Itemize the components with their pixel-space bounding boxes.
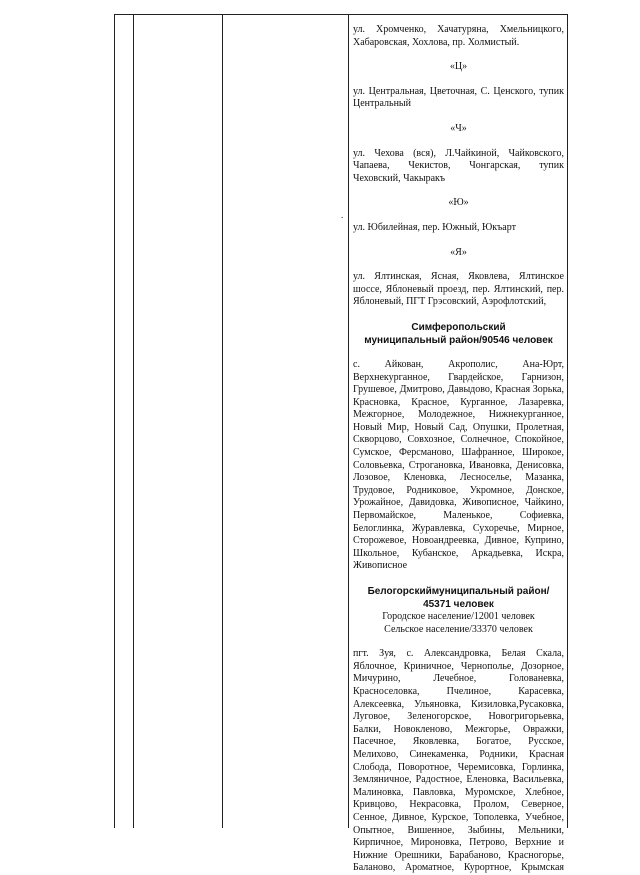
address-list-cell (353, 24, 564, 875)
letter-heading: «Ц» (449, 61, 468, 73)
street-list: ул. Чехова (вся), Л.Чайкиной, Чайковского, Чапаева, Чекистов, Чонгарская, тупик Чеховский, Чакыракъ (353, 147, 564, 184)
district-title-line: 45371 человек (423, 599, 494, 610)
district-title-line: Белогорскиймуниципальный район/ (367, 586, 550, 597)
margin-mark: . (341, 210, 344, 220)
table-column-border (114, 14, 115, 828)
table-column-border (222, 14, 223, 828)
urban-population: Городское население/12001 человек (382, 611, 535, 622)
district-title-line: Симферопольский (411, 321, 506, 333)
district-title-line: муниципальный район/90546 человек (364, 334, 553, 346)
table-top-border (114, 14, 567, 15)
district-title (353, 585, 564, 611)
village-list: с. Айкован, Акрополис, Ана-Юрт, Верхнекурганное, Гвардейское, Гарнизон, Грушевое, Дмитрово, Давыдово, Красная Зорька, Красновка, Красное, Курганное, Лазаревка, Межгорное, Молодежное, Нижнекурганное, Новый Мир, Новый Сад, Опушки, Пролетная, Скворцово, Совхозное, Солнечное, Спокойное, Сумское, Ферсманово, Шафранное, Широкое, Соловьевка, Строгановка, Ивановка, Денисовка, Лозовое, Кленовка, Лесноселье, Мазанка, Трудовое, Родниковое, Укромное, Донское, Урожайное, Давидовка, Живописное, Чайкино, Первомайское, Маленькое, Софиевка, Белоглинка, Журавлевка, Сухоречье, Мирное, Сторожевое, Новоандреевка, Дивное, Куприно, Школьное, Кубанское, Аркадьевка, Искра, Живописное (353, 358, 564, 572)
street-list: ул. Ялтинская, Ясная, Яковлева, Ялтинское шоссе, Яблоневый проезд, пер. Ялтинский, пер. Яблоневый, ПГТ Грэсовский, Аэрофлотский, (353, 271, 564, 308)
street-list: ул. Хромченко, Хачатуряна, Хмельницкого, Хабаровская, Хохлова, пр. Холмистый. (353, 24, 564, 48)
village-list: пгт. Зуя, с. Александровка, Белая Скала, Яблочное, Криничное, Чернополье, Дозорное, Мичурино, Лечебное, Голованевка, Красноселовка, Пчелиное, Карасевка, Алексеевка, Ульяновка, Кизиловка,Русаковка, Луговое, Зеленогорское, Новогригорьевка, Балки, Новокленово, Межгорье, Овражки, Пасечное, Яковлевка, Богатое, Русское, Мелихово, Синекаменка, Родники, Красная Слобода, Поворотное, Черемисовка, Горлинка, Земляничное, Радостное, Еленовка, Васильевка, Малиновка, Павловка, Муромское, Хлебное, Кривцово, Некрасовка, Пролом, Северное, Сенное, Дивное, Курское, Тополевка, Учебное, Опытное, Вишенное, Зыбины, Мельники, Кирпичное, Мироновка, Петрово, Верхние и Нижние Орешники, Барабаново, Красногорье, Баланово, Ароматное, Курортное, Крымская (353, 648, 564, 874)
letter-heading: «Ч» (450, 122, 467, 134)
street-list: ул. Юбилейная, пер. Южный, Юкъарт (353, 221, 516, 233)
table-column-border (348, 14, 349, 828)
table-column-border (567, 14, 568, 828)
letter-heading: «Я» (450, 246, 467, 258)
district-title (353, 321, 564, 347)
rural-population: Сельское население/33370 человек (384, 623, 533, 635)
letter-heading: «Ю» (448, 197, 469, 209)
population-breakdown (353, 611, 564, 636)
street-list: ул. Центральная, Цветочная, С. Ценского, тупик Центральный (353, 85, 564, 110)
table-column-border (133, 14, 134, 828)
